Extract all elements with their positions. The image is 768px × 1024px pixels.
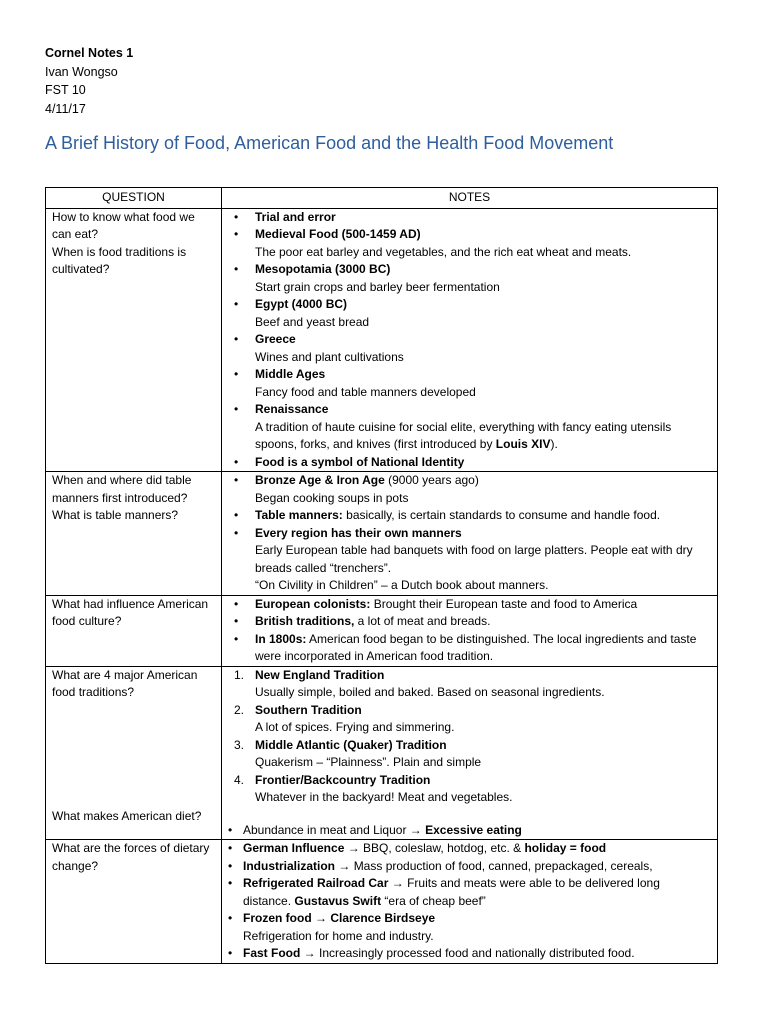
note-heading: Trial and error	[255, 209, 336, 224]
bullet-icon: •	[234, 454, 239, 469]
list-item	[228, 910, 711, 928]
table-row	[46, 472, 718, 596]
header-author: Ivan Wongso	[45, 64, 118, 79]
list-item	[228, 875, 711, 910]
question-text: What makes American diet?	[52, 808, 202, 823]
list-item	[228, 945, 711, 963]
note-heading: Refrigerated Railroad Car	[243, 876, 389, 890]
bullet-icon: •	[234, 631, 239, 646]
cornell-notes-table	[45, 187, 718, 964]
question-text: When and where did table manners first introduced?	[52, 473, 192, 505]
bullet-icon: •	[234, 525, 239, 540]
list-number: 4.	[234, 772, 245, 787]
list-number: 3.	[234, 737, 245, 752]
list-number: 1.	[234, 667, 245, 682]
table-header-row	[46, 188, 718, 209]
notes-cell	[222, 666, 718, 840]
list-item	[228, 209, 711, 227]
notes-cell	[222, 208, 718, 472]
bullet-icon: •	[228, 858, 233, 873]
question-cell	[46, 595, 222, 666]
note-heading: Southern Tradition	[255, 702, 362, 717]
note-heading: Middle Ages	[255, 367, 326, 381]
note-detail: Start grain crops and barley beer fermentation	[255, 279, 500, 294]
spacer	[52, 702, 215, 808]
note-heading: Industrialization	[243, 858, 336, 873]
question-text: What had influence American food culture?	[52, 596, 209, 628]
list-number: 2.	[234, 702, 245, 717]
note-heading: Every region has their own manners	[255, 525, 462, 540]
list-item	[228, 840, 711, 858]
spacer	[228, 807, 711, 822]
question-text: What are 4 major American food traditions?	[52, 667, 198, 699]
document-header	[45, 44, 133, 118]
note-detail: Usually simple, boiled and baked. Based on seasonal ingredients.	[255, 685, 605, 699]
note-heading: New England Tradition	[255, 667, 385, 682]
note-detail: Beef and yeast bread	[255, 314, 370, 329]
list-item	[228, 507, 711, 525]
note-heading: European colonists:	[255, 596, 371, 611]
note-detail: Fancy food and table manners developed	[255, 384, 476, 399]
arrow-icon: →	[311, 911, 331, 925]
document-title: A Brief History of Food, American Food and the Health Food Movement	[45, 133, 614, 153]
list-item	[228, 472, 711, 490]
note-detail: “On Civility in Children” – a Dutch book about manners.	[255, 578, 549, 592]
bullet-icon: •	[234, 297, 239, 311]
list-item	[228, 331, 711, 349]
note-text: Abundance in meat and Liquor	[243, 822, 410, 837]
bullet-icon: •	[234, 227, 239, 241]
list-item	[228, 822, 711, 840]
header-title: Cornel Notes 1	[45, 46, 134, 60]
note-emphasis: holiday = food	[524, 841, 607, 855]
note-text: Mass production of food, canned, prepackaged, cereals,	[353, 858, 653, 873]
note-heading: Table manners:	[255, 508, 343, 522]
question-text: When is food traditions is cultivated?	[52, 244, 187, 276]
question-text: What are the forces of dietary change?	[52, 841, 210, 873]
list-item	[228, 401, 711, 419]
question-cell	[46, 472, 222, 596]
notes-cell	[222, 840, 718, 964]
question-cell	[46, 208, 222, 472]
column-header-notes: NOTES	[222, 188, 718, 209]
note-heading: Frozen food	[243, 911, 312, 925]
note-heading: Bronze Age & Iron Age	[255, 473, 385, 487]
arrow-icon: →	[388, 876, 408, 890]
note-detail	[228, 419, 711, 454]
header-course: FST 10	[45, 83, 86, 97]
bullet-icon: •	[234, 614, 239, 628]
bullet-icon: •	[234, 209, 239, 224]
note-text: (9000 years ago)	[384, 473, 479, 487]
note-heading: Food is a symbol of National Identity	[255, 454, 465, 469]
header-date: 4/11/17	[45, 101, 86, 116]
note-heading: Frontier/Backcountry Tradition	[255, 772, 431, 787]
bullet-icon: •	[228, 946, 233, 960]
note-heading: Renaissance	[255, 402, 329, 416]
list-item	[228, 525, 711, 543]
note-text: BBQ, coleslaw, hotdog, etc. &	[363, 841, 525, 855]
bullet-icon: •	[234, 508, 239, 522]
list-item	[228, 613, 711, 631]
question-text: How to know what food we can eat?	[52, 209, 195, 241]
note-detail: Wines and plant cultivations	[255, 349, 404, 364]
note-text: A tradition of haute cuisine for social elite, everything with fancy eating utensils spoons, forks, and knives (first introduced by	[255, 419, 672, 451]
note-detail: Quakerism – “Plainness”. Plain and simple	[255, 755, 482, 769]
note-heading: German Influence	[243, 841, 345, 855]
note-emphasis: Louis XIV	[495, 437, 551, 451]
list-item	[228, 858, 711, 876]
notes-cell	[222, 472, 718, 596]
bullet-icon: •	[228, 841, 233, 855]
arrow-icon: →	[409, 822, 422, 837]
note-text: Brought their European taste and food to America	[370, 596, 638, 611]
bullet-icon: •	[228, 876, 233, 890]
bullet-icon: •	[234, 332, 239, 346]
note-text: Fruits and meats were able to be delivered long distance.	[243, 876, 660, 908]
bullet-icon: •	[234, 402, 239, 416]
note-heading: Mesopotamia (3000 BC)	[255, 262, 391, 276]
list-item	[228, 702, 711, 720]
note-detail: The poor eat barley and vegetables, and the rich eat wheat and meats.	[255, 244, 632, 259]
bullet-icon: •	[228, 822, 233, 837]
arrow-icon: →	[335, 858, 354, 873]
arrow-icon: →	[300, 946, 319, 960]
note-text: “era of cheap beef”	[381, 893, 486, 908]
note-emphasis: Clarence Birdseye	[330, 911, 436, 925]
table-row	[46, 208, 718, 472]
note-heading: Medieval Food (500-1459 AD)	[255, 227, 421, 241]
list-item	[228, 772, 711, 790]
table-row	[46, 840, 718, 964]
list-item	[228, 631, 711, 666]
note-heading: Egypt (4000 BC)	[255, 297, 348, 311]
list-item	[228, 366, 711, 384]
note-detail: A lot of spices. Frying and simmering.	[255, 720, 455, 734]
note-heading: In 1800s:	[255, 631, 307, 646]
note-text: American food began to be distinguished. The local ingredients and taste were incorporated in American food tradition.	[255, 631, 697, 663]
bullet-icon: •	[234, 473, 239, 487]
note-heading: British traditions,	[255, 614, 355, 628]
question-cell	[46, 840, 222, 964]
note-heading: Fast Food	[243, 946, 301, 960]
note-detail: Refrigeration for home and industry.	[243, 928, 434, 943]
note-detail: Early European table had banquets with food on large platters. People eat with dry breads called “trenchers”.	[255, 543, 693, 575]
note-detail: Whatever in the backyard! Meat and vegetables.	[255, 790, 513, 804]
question-text: What is table manners?	[52, 508, 179, 522]
bullet-icon: •	[234, 367, 239, 381]
arrow-icon: →	[344, 841, 364, 855]
note-heading: Greece	[255, 332, 296, 346]
note-detail: Began cooking soups in pots	[255, 490, 409, 505]
list-item	[228, 737, 711, 755]
list-item	[228, 296, 711, 314]
question-cell	[46, 666, 222, 840]
note-text: Increasingly processed food and nationally distributed food.	[319, 946, 635, 960]
note-text: basically, is certain standards to consume and handle food.	[342, 508, 661, 522]
bullet-icon: •	[234, 262, 239, 276]
table-row	[46, 666, 718, 840]
table-row	[46, 595, 718, 666]
list-item	[228, 454, 711, 472]
list-item	[228, 596, 711, 614]
list-item	[228, 226, 711, 244]
list-item	[228, 261, 711, 279]
bullet-icon: •	[234, 596, 239, 611]
note-heading: Middle Atlantic (Quaker) Tradition	[255, 737, 447, 752]
note-emphasis: Excessive eating	[421, 822, 522, 837]
list-item	[228, 667, 711, 685]
column-header-question: QUESTION	[46, 188, 222, 209]
bullet-icon: •	[228, 911, 233, 925]
note-emphasis: Gustavus Swift	[294, 893, 382, 908]
notes-cell	[222, 595, 718, 666]
note-text: a lot of meat and breads.	[354, 614, 491, 628]
note-text: ).	[550, 437, 558, 451]
